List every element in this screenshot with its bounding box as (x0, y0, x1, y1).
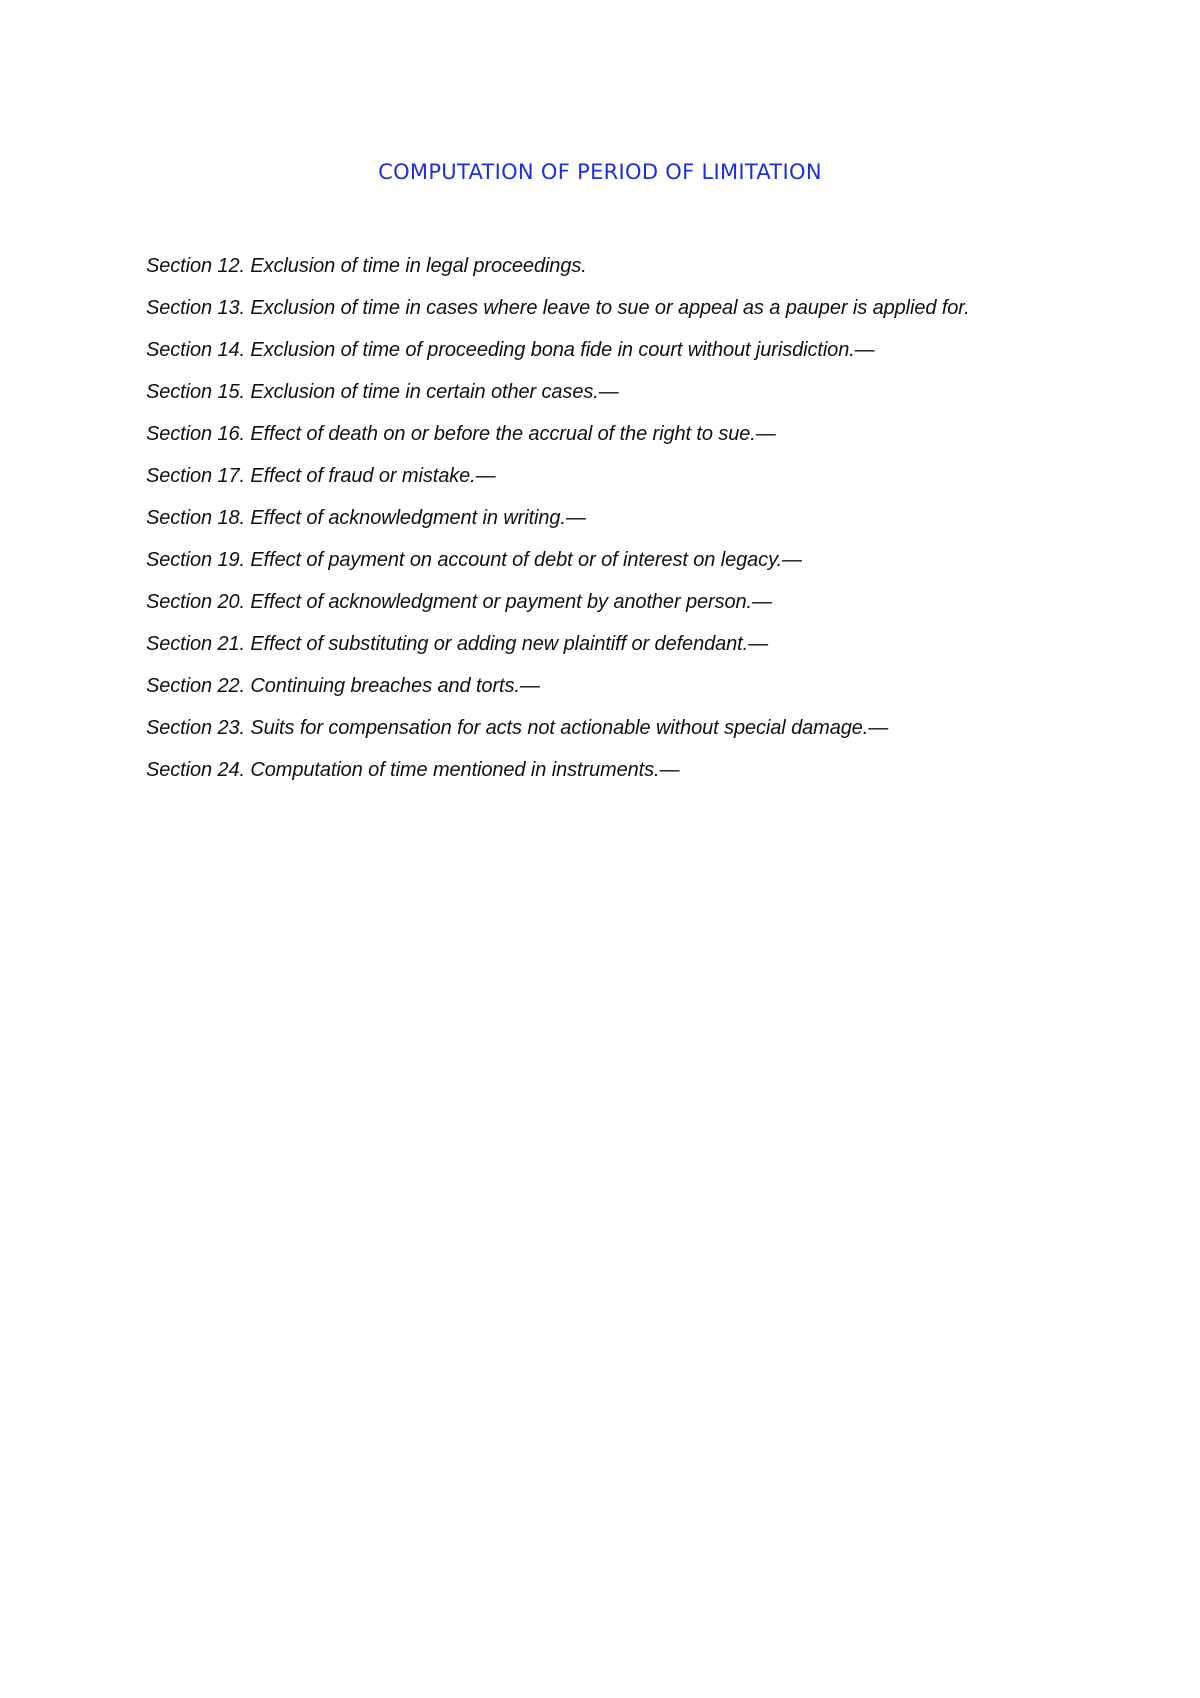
page-title: COMPUTATION OF PERIOD OF LIMITATION (378, 160, 822, 184)
section-item: Section 23. Suits for compensation for acts not actionable without special damage.— (146, 717, 889, 739)
section-item: Section 19. Effect of payment on account of debt or of interest on legacy.— (146, 549, 802, 571)
section-item: Section 15. Exclusion of time in certain other cases.— (146, 381, 619, 403)
section-item: Section 13. Exclusion of time in cases where leave to sue or appeal as a pauper is applied for. (146, 297, 970, 319)
section-item: Section 18. Effect of acknowledgment in writing.— (146, 507, 586, 529)
section-item: Section 16. Effect of death on or before the accrual of the right to sue.— (146, 423, 776, 445)
section-item: Section 20. Effect of acknowledgment or payment by another person.— (146, 591, 772, 613)
section-item: Section 24. Computation of time mentioned in instruments.— (146, 759, 680, 781)
section-item: Section 12. Exclusion of time in legal proceedings. (146, 255, 587, 277)
section-list (146, 252, 1046, 798)
section-item: Section 21. Effect of substituting or adding new plaintiff or defendant.— (146, 633, 768, 655)
section-item: Section 22. Continuing breaches and torts.— (146, 675, 540, 697)
section-item: Section 14. Exclusion of time of proceeding bona fide in court without jurisdiction.— (146, 339, 875, 361)
section-item: Section 17. Effect of fraud or mistake.— (146, 465, 496, 487)
